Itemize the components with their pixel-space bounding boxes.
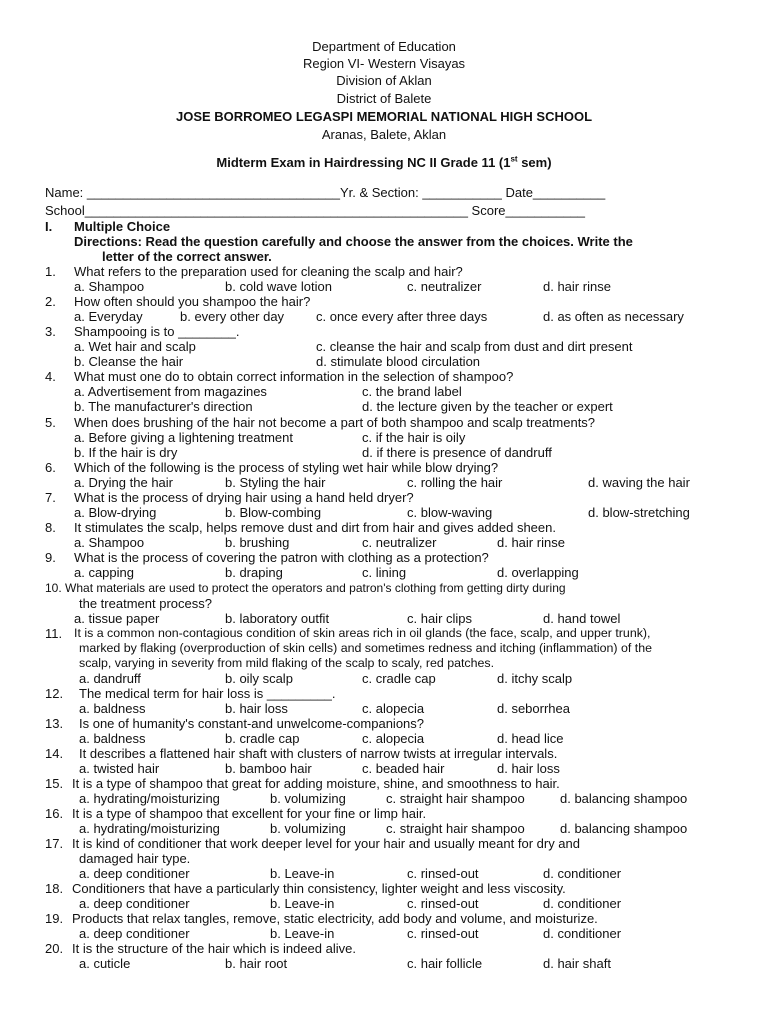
answer-choice: c. hair follicle [407, 956, 483, 971]
question-text: The medical term for hair loss is _________. [79, 686, 336, 701]
answer-choice: b. hair root [225, 956, 288, 971]
question-text: It is the structure of the hair which is indeed alive. [72, 941, 356, 956]
answer-choice: c. the brand label [362, 384, 462, 399]
answer-choice: d. overlapping [497, 565, 579, 580]
answer-choice: b. Blow-combing [225, 505, 322, 520]
answer-choice: c. hair clips [407, 611, 473, 626]
question-number: 4. [45, 369, 56, 384]
answer-choice: d. conditioner [543, 926, 622, 941]
answer-choice: c. rinsed-out [407, 866, 479, 881]
question-text: It is a type of shampoo that excellent for your fine or limp hair. [72, 806, 427, 821]
answer-choice: b. cold wave lotion [225, 279, 332, 294]
answer-choice: c. neutralizer [362, 535, 437, 550]
answer-choice: c. rolling the hair [407, 475, 503, 490]
header-dept: Department of Education [312, 39, 456, 54]
answer-choice: c. straight hair shampoo [386, 821, 525, 836]
answer-choice: a. Wet hair and scalp [74, 339, 196, 354]
section-title: Multiple Choice [74, 219, 171, 234]
answer-choice: a. Shampoo [74, 535, 145, 550]
answer-choice: a. Blow-drying [74, 505, 157, 520]
answer-choice: a. tissue paper [74, 611, 160, 626]
answer-choice: a. cuticle [79, 956, 131, 971]
answer-choice: b. Leave-in [270, 926, 335, 941]
answer-choice: d. seborrhea [497, 701, 570, 716]
answer-choice: b. every other day [180, 309, 285, 324]
exam-title-end: sem) [517, 155, 552, 170]
header-region: Region VI- Western Visayas [302, 56, 466, 71]
exam-title [0, 154, 768, 171]
header-school: JOSE BORROMEO LEGASPI MEMORIAL NATIONAL HIGH SCHOOL [175, 109, 593, 124]
question-text-cont: the treatment process? [79, 596, 212, 611]
answer-choice: d. hair loss [497, 761, 560, 776]
answer-choice: b. draping [225, 565, 283, 580]
answer-choice: b. Styling the hair [225, 475, 326, 490]
question-text: Which of the following is the process of styling wet hair while blow drying? [74, 460, 499, 475]
question-text-cont: marked by flaking (overproduction of skin cells) and sometimes redness and itching (inflammation) of the [79, 641, 652, 655]
answer-choice: c. rinsed-out [407, 896, 479, 911]
question-number: 6. [45, 460, 56, 475]
answer-choice: a. deep conditioner [79, 926, 190, 941]
question-number: 8. [45, 520, 56, 535]
answer-choice: b. volumizing [270, 791, 346, 806]
answer-choice: a. Drying the hair [74, 475, 173, 490]
question-text: It describes a flattened hair shaft with clusters of narrow twists at irregular intervals. [79, 746, 558, 761]
answer-choice: d. balancing shampoo [560, 821, 688, 836]
answer-choice: d. conditioner [543, 866, 622, 881]
question-text: What is the process of drying hair using a hand held dryer? [74, 490, 414, 505]
answer-choice: d. conditioner [543, 896, 622, 911]
answer-choice: c. alopecia [362, 701, 425, 716]
answer-choice: c. lining [362, 565, 407, 580]
question-number: 15. [45, 776, 64, 791]
question-text: It is kind of conditioner that work deeper level for your hair and usually meant for dry and [72, 836, 580, 851]
question-text: It is a common non-contagious condition of skin areas rich in oil glands (the face, scalp, and upper trunk), [74, 626, 651, 640]
answer-choice: a. Everyday [74, 309, 143, 324]
answer-choice: a. deep conditioner [79, 896, 190, 911]
answer-choice: a. Before giving a lightening treatment [74, 430, 293, 445]
exam-title-sup: st [510, 154, 518, 164]
answer-choice: a. capping [74, 565, 134, 580]
answer-choice: d. waving the hair [588, 475, 690, 490]
answer-choice: c. beaded hair [362, 761, 445, 776]
answer-choice: a. Shampoo [74, 279, 145, 294]
answer-choice: d. as often as necessary [543, 309, 684, 324]
header-district: District of Balete [336, 91, 432, 106]
answer-choice: c. straight hair shampoo [386, 791, 525, 806]
answer-choice: d. stimulate blood circulation [316, 354, 481, 369]
answer-choice: b. bamboo hair [225, 761, 312, 776]
question-number: 2. [45, 294, 56, 309]
answer-choice: d. the lecture given by the teacher or expert [362, 399, 613, 414]
answer-choice: b. laboratory outfit [225, 611, 330, 626]
answer-choice: b. Leave-in [270, 896, 335, 911]
question-text: It is a type of shampoo that great for adding moisture, shine, and smoothness to hair. [72, 776, 560, 791]
header-division: Division of Aklan [336, 73, 432, 88]
question-text: What is the process of covering the patron with clothing as a protection? [74, 550, 489, 565]
question-text: Shampooing is to ________. [74, 324, 240, 339]
answer-choice: d. head lice [497, 731, 564, 746]
answer-choice: c. cradle cap [362, 671, 436, 686]
directions-line-2: letter of the correct answer. [102, 249, 272, 264]
exam-title-main: Midterm Exam in Hairdressing NC II Grade 11 (1 [216, 155, 511, 170]
name-field: Name: ___________________________________Yr. & Section: ___________ Date__________ [45, 185, 606, 200]
question-text: When does brushing of the hair not become a part of both shampoo and scalp treatments? [74, 415, 596, 430]
question-text-cont: scalp, varying in severity from mild flaking of the scalp to scaly, red patches. [79, 656, 495, 670]
question-number: 1. [45, 264, 56, 279]
answer-choice: d. if there is presence of dandruff [362, 445, 552, 460]
question-number: 18. [45, 881, 64, 896]
question-text: Conditioners that have a particularly thin consistency, lighter weight and less viscosity. [72, 881, 566, 896]
answer-choice: d. hand towel [543, 611, 621, 626]
header-address: Aranas, Balete, Aklan [321, 127, 447, 142]
question-number: 17. [45, 836, 64, 851]
answer-choice: d. itchy scalp [497, 671, 573, 686]
answer-choice: c. cleanse the hair and scalp from dust and dirt present [316, 339, 633, 354]
question-number: 16. [45, 806, 64, 821]
question-number: 7. [45, 490, 56, 505]
school-field: School_____________________________________________________ Score___________ [45, 203, 586, 218]
question-number: 13. [45, 716, 64, 731]
answer-choice: c. blow-waving [407, 505, 493, 520]
question-number: 11. [45, 626, 63, 641]
answer-choice: b. Cleanse the hair [74, 354, 184, 369]
question-number: 14. [45, 746, 64, 761]
question-text-cont: damaged hair type. [79, 851, 191, 866]
answer-choice: c. rinsed-out [407, 926, 479, 941]
answer-choice: a. hydrating/moisturizing [79, 791, 220, 806]
question-number: 9. [45, 550, 56, 565]
answer-choice: b. hair loss [225, 701, 288, 716]
question-text: Is one of humanity's constant-and unwelcome-companions? [79, 716, 425, 731]
answer-choice: a. baldness [79, 701, 146, 716]
answer-choice: b. oily scalp [225, 671, 293, 686]
question-text: How often should you shampoo the hair? [74, 294, 311, 309]
question-number: 3. [45, 324, 56, 339]
answer-choice: c. alopecia [362, 731, 425, 746]
directions-line-1: Directions: Read the question carefully and choose the answer from the choices. Write the [74, 234, 633, 249]
answer-choice: d. blow-stretching [588, 505, 690, 520]
question-text: 10. What materials are used to protect the operators and patron's clothing from getting dirty during [45, 581, 566, 595]
answer-choice: b. brushing [225, 535, 290, 550]
answer-choice: a. dandruff [79, 671, 141, 686]
answer-choice: d. hair shaft [543, 956, 611, 971]
section-number: I. [45, 219, 53, 234]
answer-choice: a. baldness [79, 731, 146, 746]
question-number: 12. [45, 686, 64, 701]
question-text: What refers to the preparation used for cleaning the scalp and hair? [74, 264, 463, 279]
answer-choice: b. Leave-in [270, 866, 335, 881]
answer-choice: a. twisted hair [79, 761, 160, 776]
answer-choice: b. If the hair is dry [74, 445, 178, 460]
answer-choice: d. hair rinse [543, 279, 611, 294]
answer-choice: d. balancing shampoo [560, 791, 688, 806]
answer-choice: a. Advertisement from magazines [74, 384, 267, 399]
answer-choice: c. neutralizer [407, 279, 482, 294]
answer-choice: b. The manufacturer's direction [74, 399, 253, 414]
answer-choice: a. hydrating/moisturizing [79, 821, 220, 836]
answer-choice: b. cradle cap [225, 731, 300, 746]
question-number: 5. [45, 415, 56, 430]
answer-choice: a. deep conditioner [79, 866, 190, 881]
answer-choice: b. volumizing [270, 821, 346, 836]
answer-choice: d. hair rinse [497, 535, 565, 550]
question-text: Products that relax tangles, remove, static electricity, add body and volume, and moisturize. [72, 911, 598, 926]
question-number: 19. [45, 911, 64, 926]
question-text: What must one do to obtain correct information in the selection of shampoo? [74, 369, 514, 384]
question-number: 20. [45, 941, 64, 956]
question-text: It stimulates the scalp, helps remove dust and dirt from hair and gives added sheen. [74, 520, 556, 535]
answer-choice: c. if the hair is oily [362, 430, 466, 445]
answer-choice: c. once every after three days [316, 309, 488, 324]
